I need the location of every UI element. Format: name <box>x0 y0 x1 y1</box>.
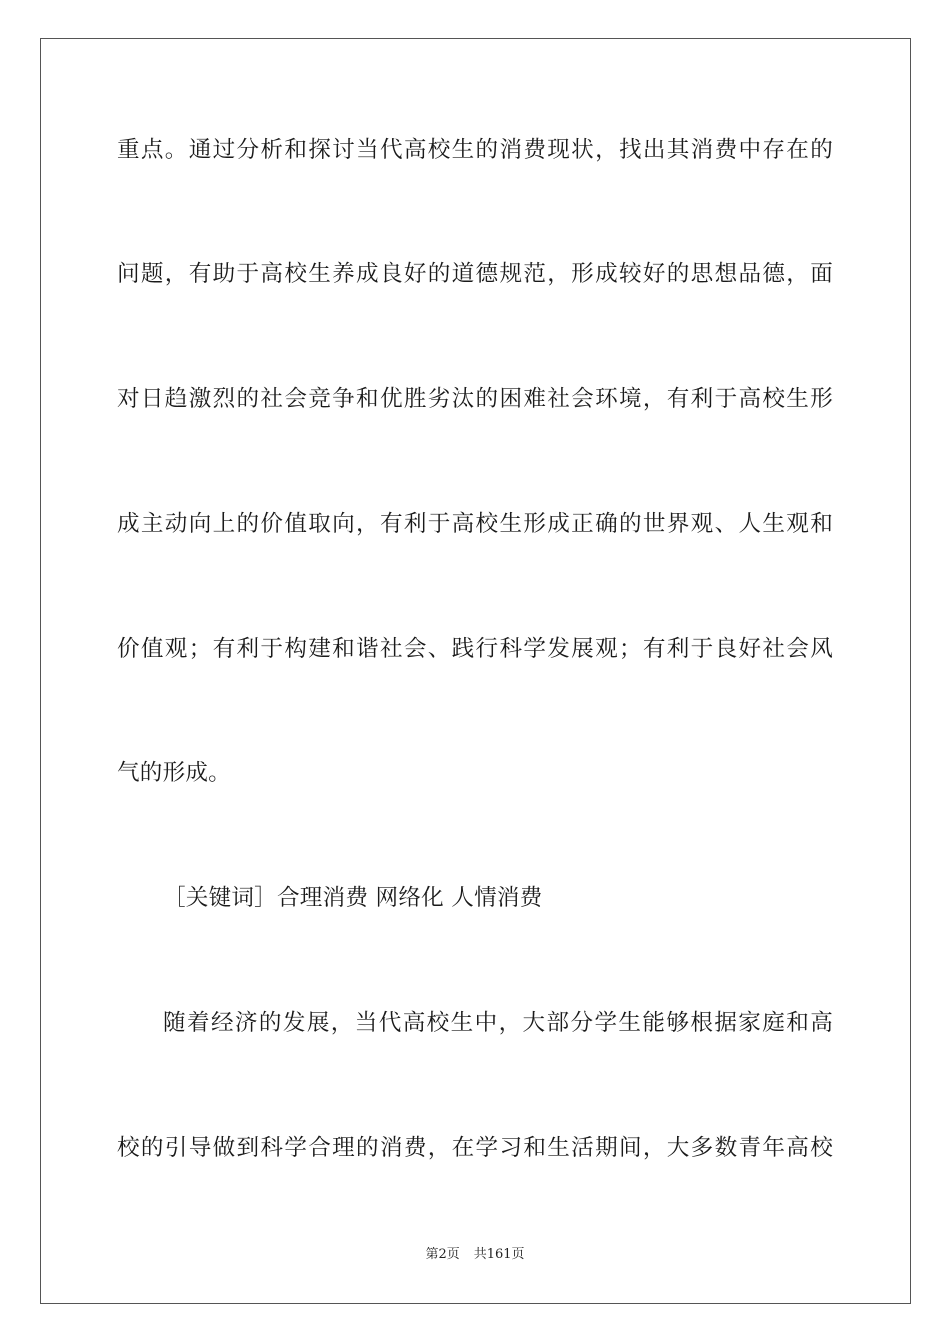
total-pages: 共161页 <box>473 1247 525 1262</box>
body-text-line: 对日趋激烈的社会竞争和优胜劣汰的困难社会环境，有利于高校生形 <box>117 386 833 412</box>
body-text-line: 气的形成。 <box>117 760 231 786</box>
body-text-line: 价值观；有利于构建和谐社会、践行科学发展观；有利于良好社会风 <box>117 636 833 662</box>
body-text-line: 重点。通过分析和探讨当代高校生的消费现状，找出其消费中存在的 <box>117 137 833 163</box>
body-text-line: 成主动向上的价值取向，有利于高校生形成正确的世界观、人生观和 <box>117 511 833 537</box>
paragraph-first-line: 随着经济的发展，当代高校生中，大部分学生能够根据家庭和高 <box>163 1010 833 1036</box>
page-border <box>40 38 911 1304</box>
keywords-line: ［关键词］合理消费 网络化 人情消费 <box>163 885 543 911</box>
body-text-line: 问题，有助于高校生养成良好的道德规范，形成较好的思想品德，面 <box>117 261 833 287</box>
page-footer <box>0 1246 950 1264</box>
body-text-line: 校的引导做到科学合理的消费，在学习和生活期间，大多数青年高校 <box>117 1135 833 1161</box>
page-number: 第2页 <box>425 1247 460 1262</box>
